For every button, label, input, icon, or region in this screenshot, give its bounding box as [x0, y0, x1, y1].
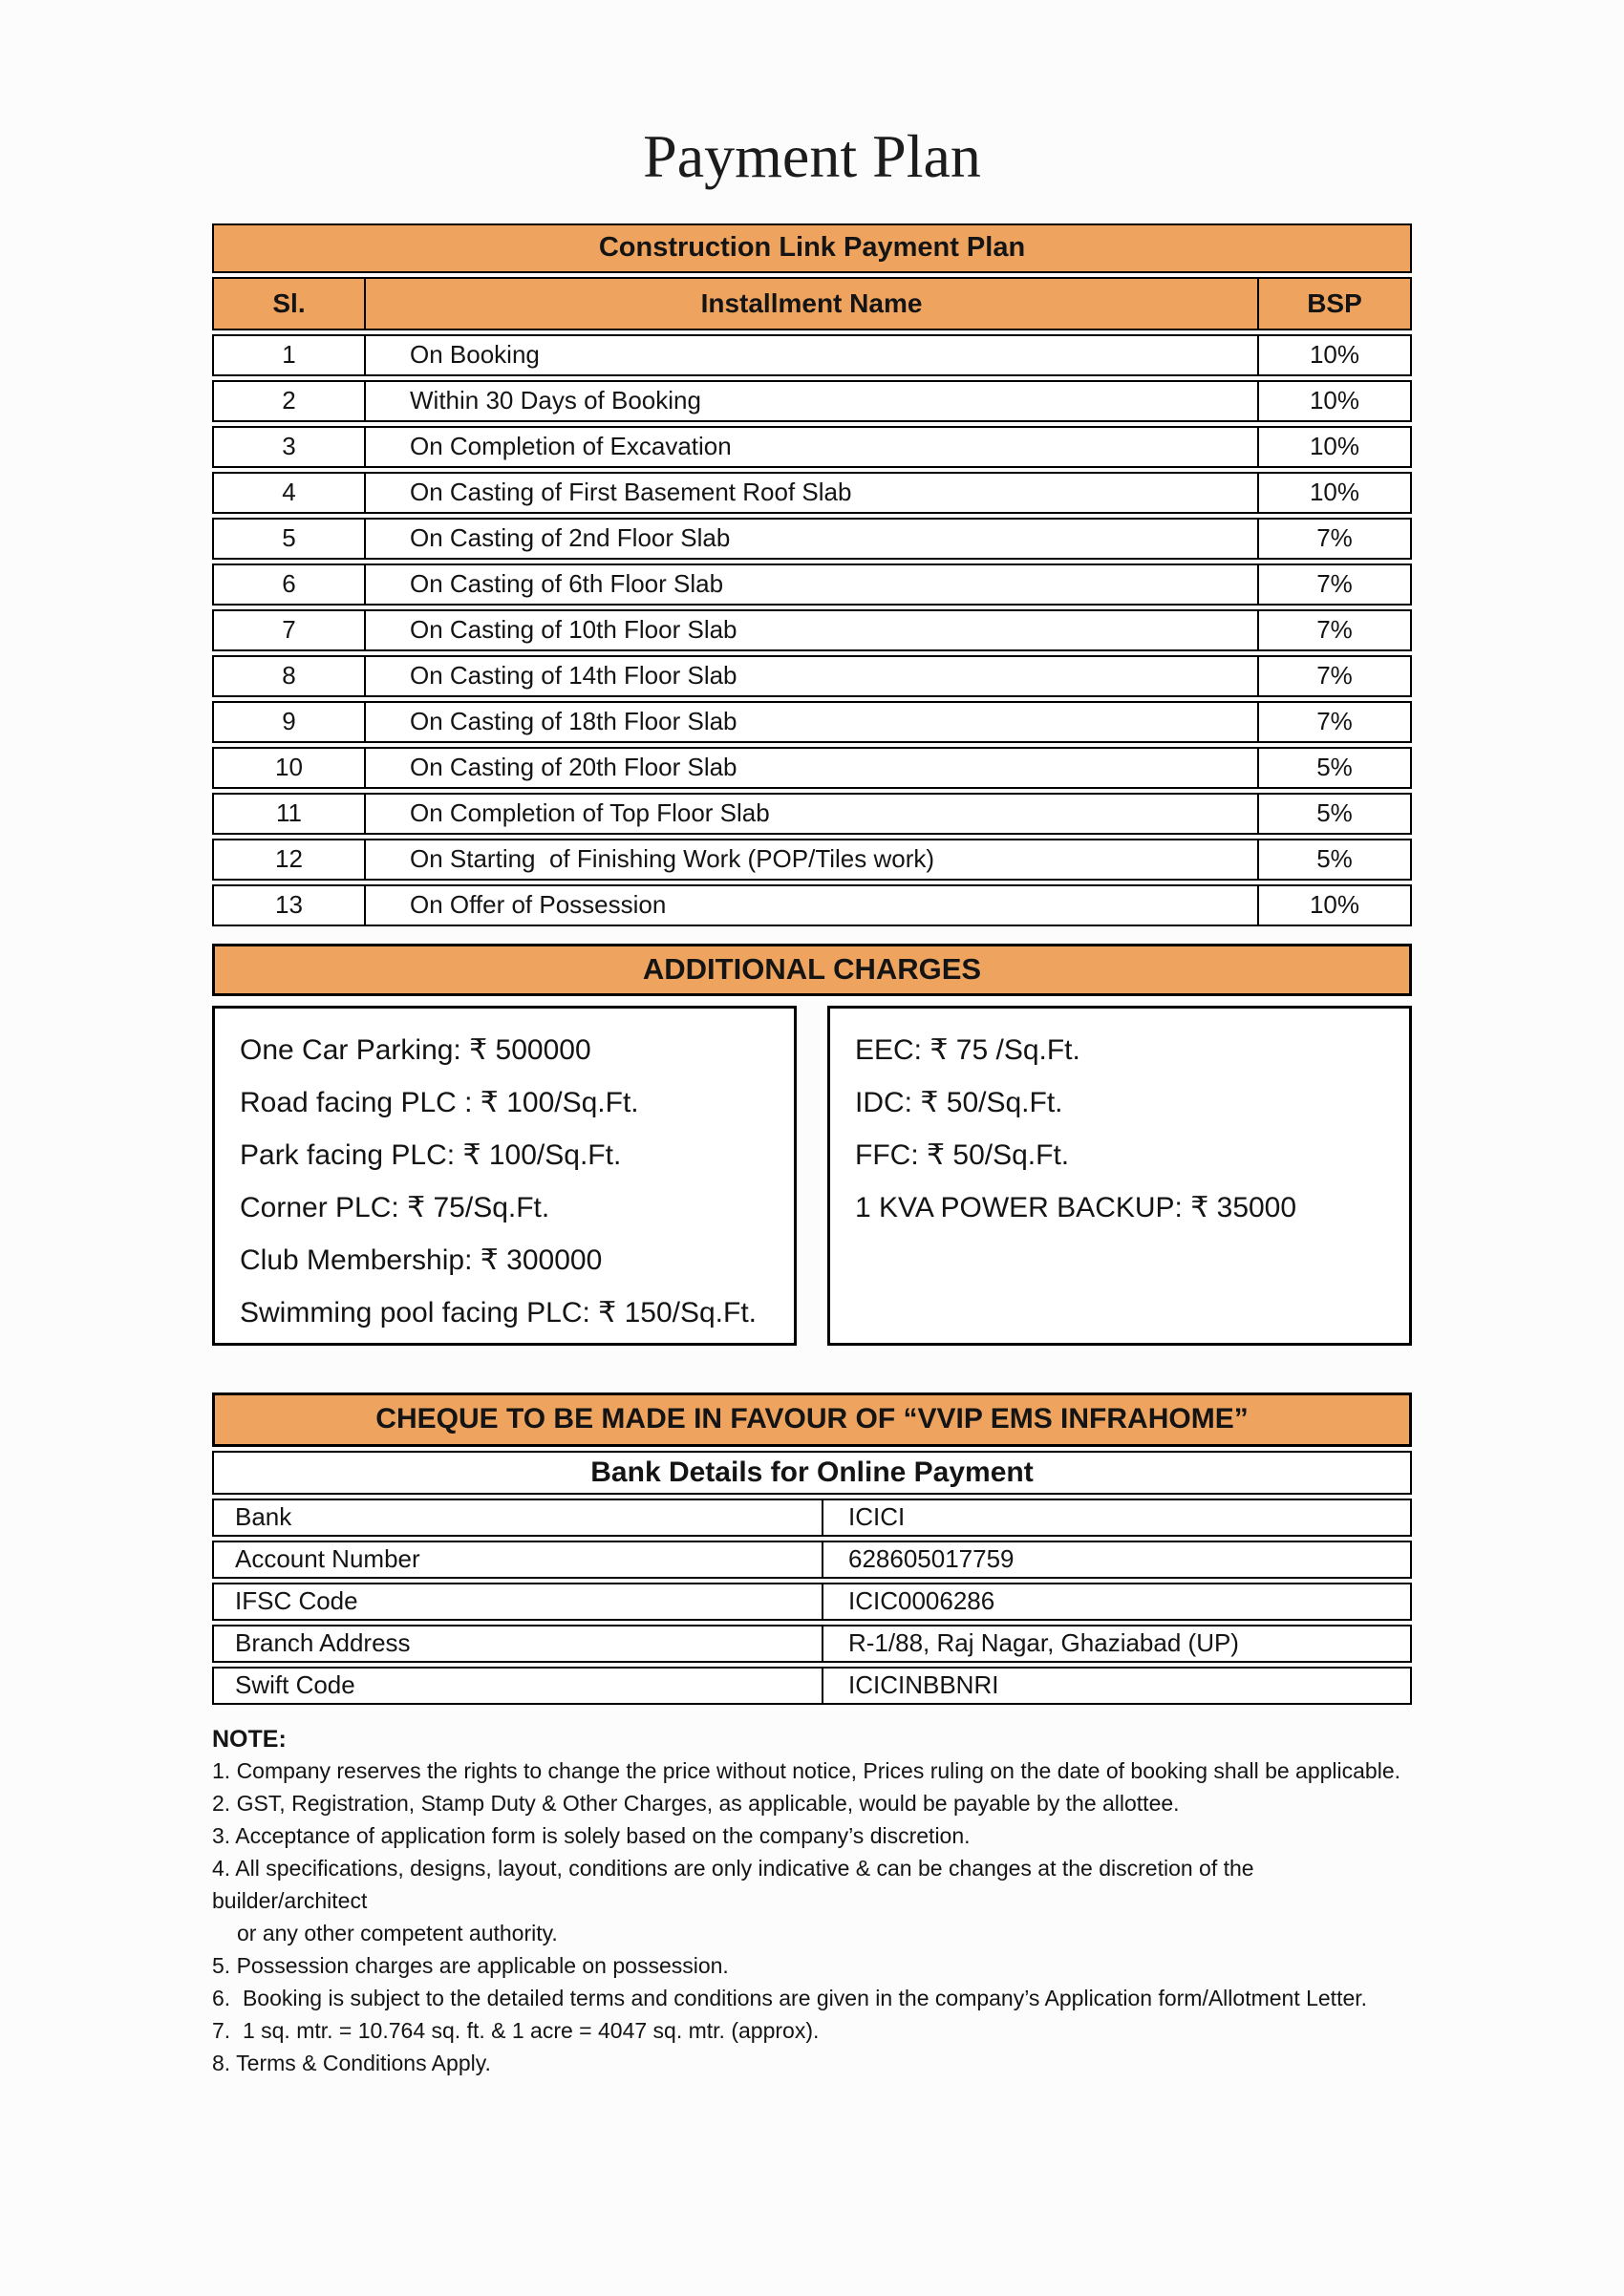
table-row	[212, 1499, 1412, 1537]
sl-cell: 10	[212, 747, 366, 789]
table-row	[212, 472, 1412, 514]
note-line-continuation: or any other competent authority.	[237, 1920, 558, 1945]
installment-cell: On Casting of 10th Floor Slab	[366, 609, 1259, 651]
bank-field-label: Swift Code	[212, 1667, 823, 1705]
col-header-installment-name: Installment Name	[366, 277, 1259, 330]
installment-cell: On Completion of Top Floor Slab	[366, 793, 1259, 835]
bsp-cell: 7%	[1259, 518, 1412, 560]
installment-cell: Within 30 Days of Booking	[366, 380, 1259, 422]
charges-left-box	[212, 1006, 797, 1346]
col-header-sl: Sl.	[212, 277, 366, 330]
charge-item: IDC: ₹ 50/Sq.Ft.	[855, 1086, 1063, 1118]
plan-table-header-row	[212, 277, 1412, 330]
bank-details-title: Bank Details for Online Payment	[212, 1451, 1412, 1495]
charge-item: Park facing PLC: ₹ 100/Sq.Ft.	[240, 1138, 622, 1171]
note-line: 2. GST, Registration, Stamp Duty & Other Charges, as applicable, would be payable by the allottee.	[212, 1790, 1180, 1816]
bank-field-value: ICIC0006286	[823, 1583, 1412, 1621]
bsp-cell: 7%	[1259, 655, 1412, 697]
bsp-cell: 5%	[1259, 839, 1412, 881]
bank-field-value: ICICI	[823, 1499, 1412, 1537]
table-row	[212, 839, 1412, 881]
table-row	[212, 518, 1412, 560]
charge-item: 1 KVA POWER BACKUP: ₹ 35000	[855, 1191, 1297, 1223]
charge-item: Club Membership: ₹ 300000	[240, 1244, 603, 1276]
page-title: Payment Plan	[643, 122, 981, 190]
cheque-favour-banner: CHEQUE TO BE MADE IN FAVOUR OF “VVIP EMS INFRAHOME”	[212, 1392, 1412, 1447]
bank-field-value: ICICINBBNRI	[823, 1667, 1412, 1705]
note-line: 8. Terms & Conditions Apply.	[212, 2050, 491, 2075]
sl-cell: 1	[212, 334, 366, 376]
bsp-cell: 5%	[1259, 747, 1412, 789]
additional-charges-header: ADDITIONAL CHARGES	[212, 944, 1412, 996]
table-row	[212, 426, 1412, 468]
charge-item: EEC: ₹ 75 /Sq.Ft.	[855, 1033, 1080, 1066]
plan-table-title: Construction Link Payment Plan	[212, 223, 1412, 273]
bsp-cell: 7%	[1259, 563, 1412, 606]
bsp-cell: 5%	[1259, 793, 1412, 835]
table-row	[212, 1625, 1412, 1663]
table-row	[212, 884, 1412, 926]
table-row	[212, 701, 1412, 743]
bank-field-value: R-1/88, Raj Nagar, Ghaziabad (UP)	[823, 1625, 1412, 1663]
installment-cell: On Casting of 20th Floor Slab	[366, 747, 1259, 789]
table-row	[212, 563, 1412, 606]
bsp-cell: 10%	[1259, 472, 1412, 514]
table-row	[212, 1541, 1412, 1579]
sl-cell: 2	[212, 380, 366, 422]
installment-cell: On Starting of Finishing Work (POP/Tiles work)	[366, 839, 1259, 881]
notes-heading: NOTE:	[212, 1725, 287, 1753]
note-line: 6. Booking is subject to the detailed terms and conditions are given in the company’s Application form/Allotment Letter.	[212, 1985, 1368, 2010]
sl-cell: 11	[212, 793, 366, 835]
charge-item: Road facing PLC : ₹ 100/Sq.Ft.	[240, 1086, 639, 1118]
table-row	[212, 747, 1412, 789]
charge-item: Swimming pool facing PLC: ₹ 150/Sq.Ft.	[240, 1296, 757, 1329]
bsp-cell: 10%	[1259, 426, 1412, 468]
sl-cell: 5	[212, 518, 366, 560]
note-line: 7. 1 sq. mtr. = 10.764 sq. ft. & 1 acre = 4047 sq. mtr. (approx).	[212, 2017, 820, 2043]
sl-cell: 7	[212, 609, 366, 651]
bank-field-label: IFSC Code	[212, 1583, 823, 1621]
note-line: 5. Possession charges are applicable on possession.	[212, 1952, 729, 1978]
additional-charges-section	[212, 1006, 1412, 1346]
sl-cell: 3	[212, 426, 366, 468]
bank-details-table	[212, 1447, 1412, 1709]
table-row	[212, 334, 1412, 376]
charge-item: One Car Parking: ₹ 500000	[240, 1033, 591, 1066]
note-line: 3. Acceptance of application form is solely based on the company’s discretion.	[212, 1822, 971, 1848]
charge-item: Corner PLC: ₹ 75/Sq.Ft.	[240, 1191, 550, 1223]
bank-table-title-row	[212, 1451, 1412, 1495]
bsp-cell: 10%	[1259, 884, 1412, 926]
sl-cell: 8	[212, 655, 366, 697]
bsp-cell: 7%	[1259, 701, 1412, 743]
installment-cell: On Casting of First Basement Roof Slab	[366, 472, 1259, 514]
bsp-cell: 10%	[1259, 334, 1412, 376]
sl-cell: 9	[212, 701, 366, 743]
charges-right-box	[827, 1006, 1412, 1346]
notes-section	[212, 1724, 1412, 2079]
installment-cell: On Offer of Possession	[366, 884, 1259, 926]
sl-cell: 6	[212, 563, 366, 606]
table-row	[212, 793, 1412, 835]
note-line: 1. Company reserves the rights to change the price without notice, Prices ruling on the date of booking shall be applicable.	[212, 1757, 1401, 1783]
table-row	[212, 1583, 1412, 1621]
installment-cell: On Casting of 2nd Floor Slab	[366, 518, 1259, 560]
table-row	[212, 1667, 1412, 1705]
installment-cell: On Casting of 6th Floor Slab	[366, 563, 1259, 606]
plan-table-title-row	[212, 223, 1412, 273]
col-header-bsp: BSP	[1259, 277, 1412, 330]
sl-cell: 12	[212, 839, 366, 881]
bsp-cell: 7%	[1259, 609, 1412, 651]
table-row	[212, 380, 1412, 422]
construction-plan-table	[212, 220, 1412, 930]
installment-cell: On Completion of Excavation	[366, 426, 1259, 468]
document-content	[212, 0, 1412, 2079]
table-row	[212, 609, 1412, 651]
installment-cell: On Booking	[366, 334, 1259, 376]
table-row	[212, 655, 1412, 697]
bank-field-label: Bank	[212, 1499, 823, 1537]
charge-item: FFC: ₹ 50/Sq.Ft.	[855, 1138, 1070, 1171]
bank-field-label: Account Number	[212, 1541, 823, 1579]
bsp-cell: 10%	[1259, 380, 1412, 422]
installment-cell: On Casting of 18th Floor Slab	[366, 701, 1259, 743]
sl-cell: 4	[212, 472, 366, 514]
installment-cell: On Casting of 14th Floor Slab	[366, 655, 1259, 697]
sl-cell: 13	[212, 884, 366, 926]
bank-field-label: Branch Address	[212, 1625, 823, 1663]
bank-field-value: 628605017759	[823, 1541, 1412, 1579]
note-line: 4. All specifications, designs, layout, conditions are only indicative & can be changes at the discretion of the builder/architect	[212, 1855, 1260, 1913]
